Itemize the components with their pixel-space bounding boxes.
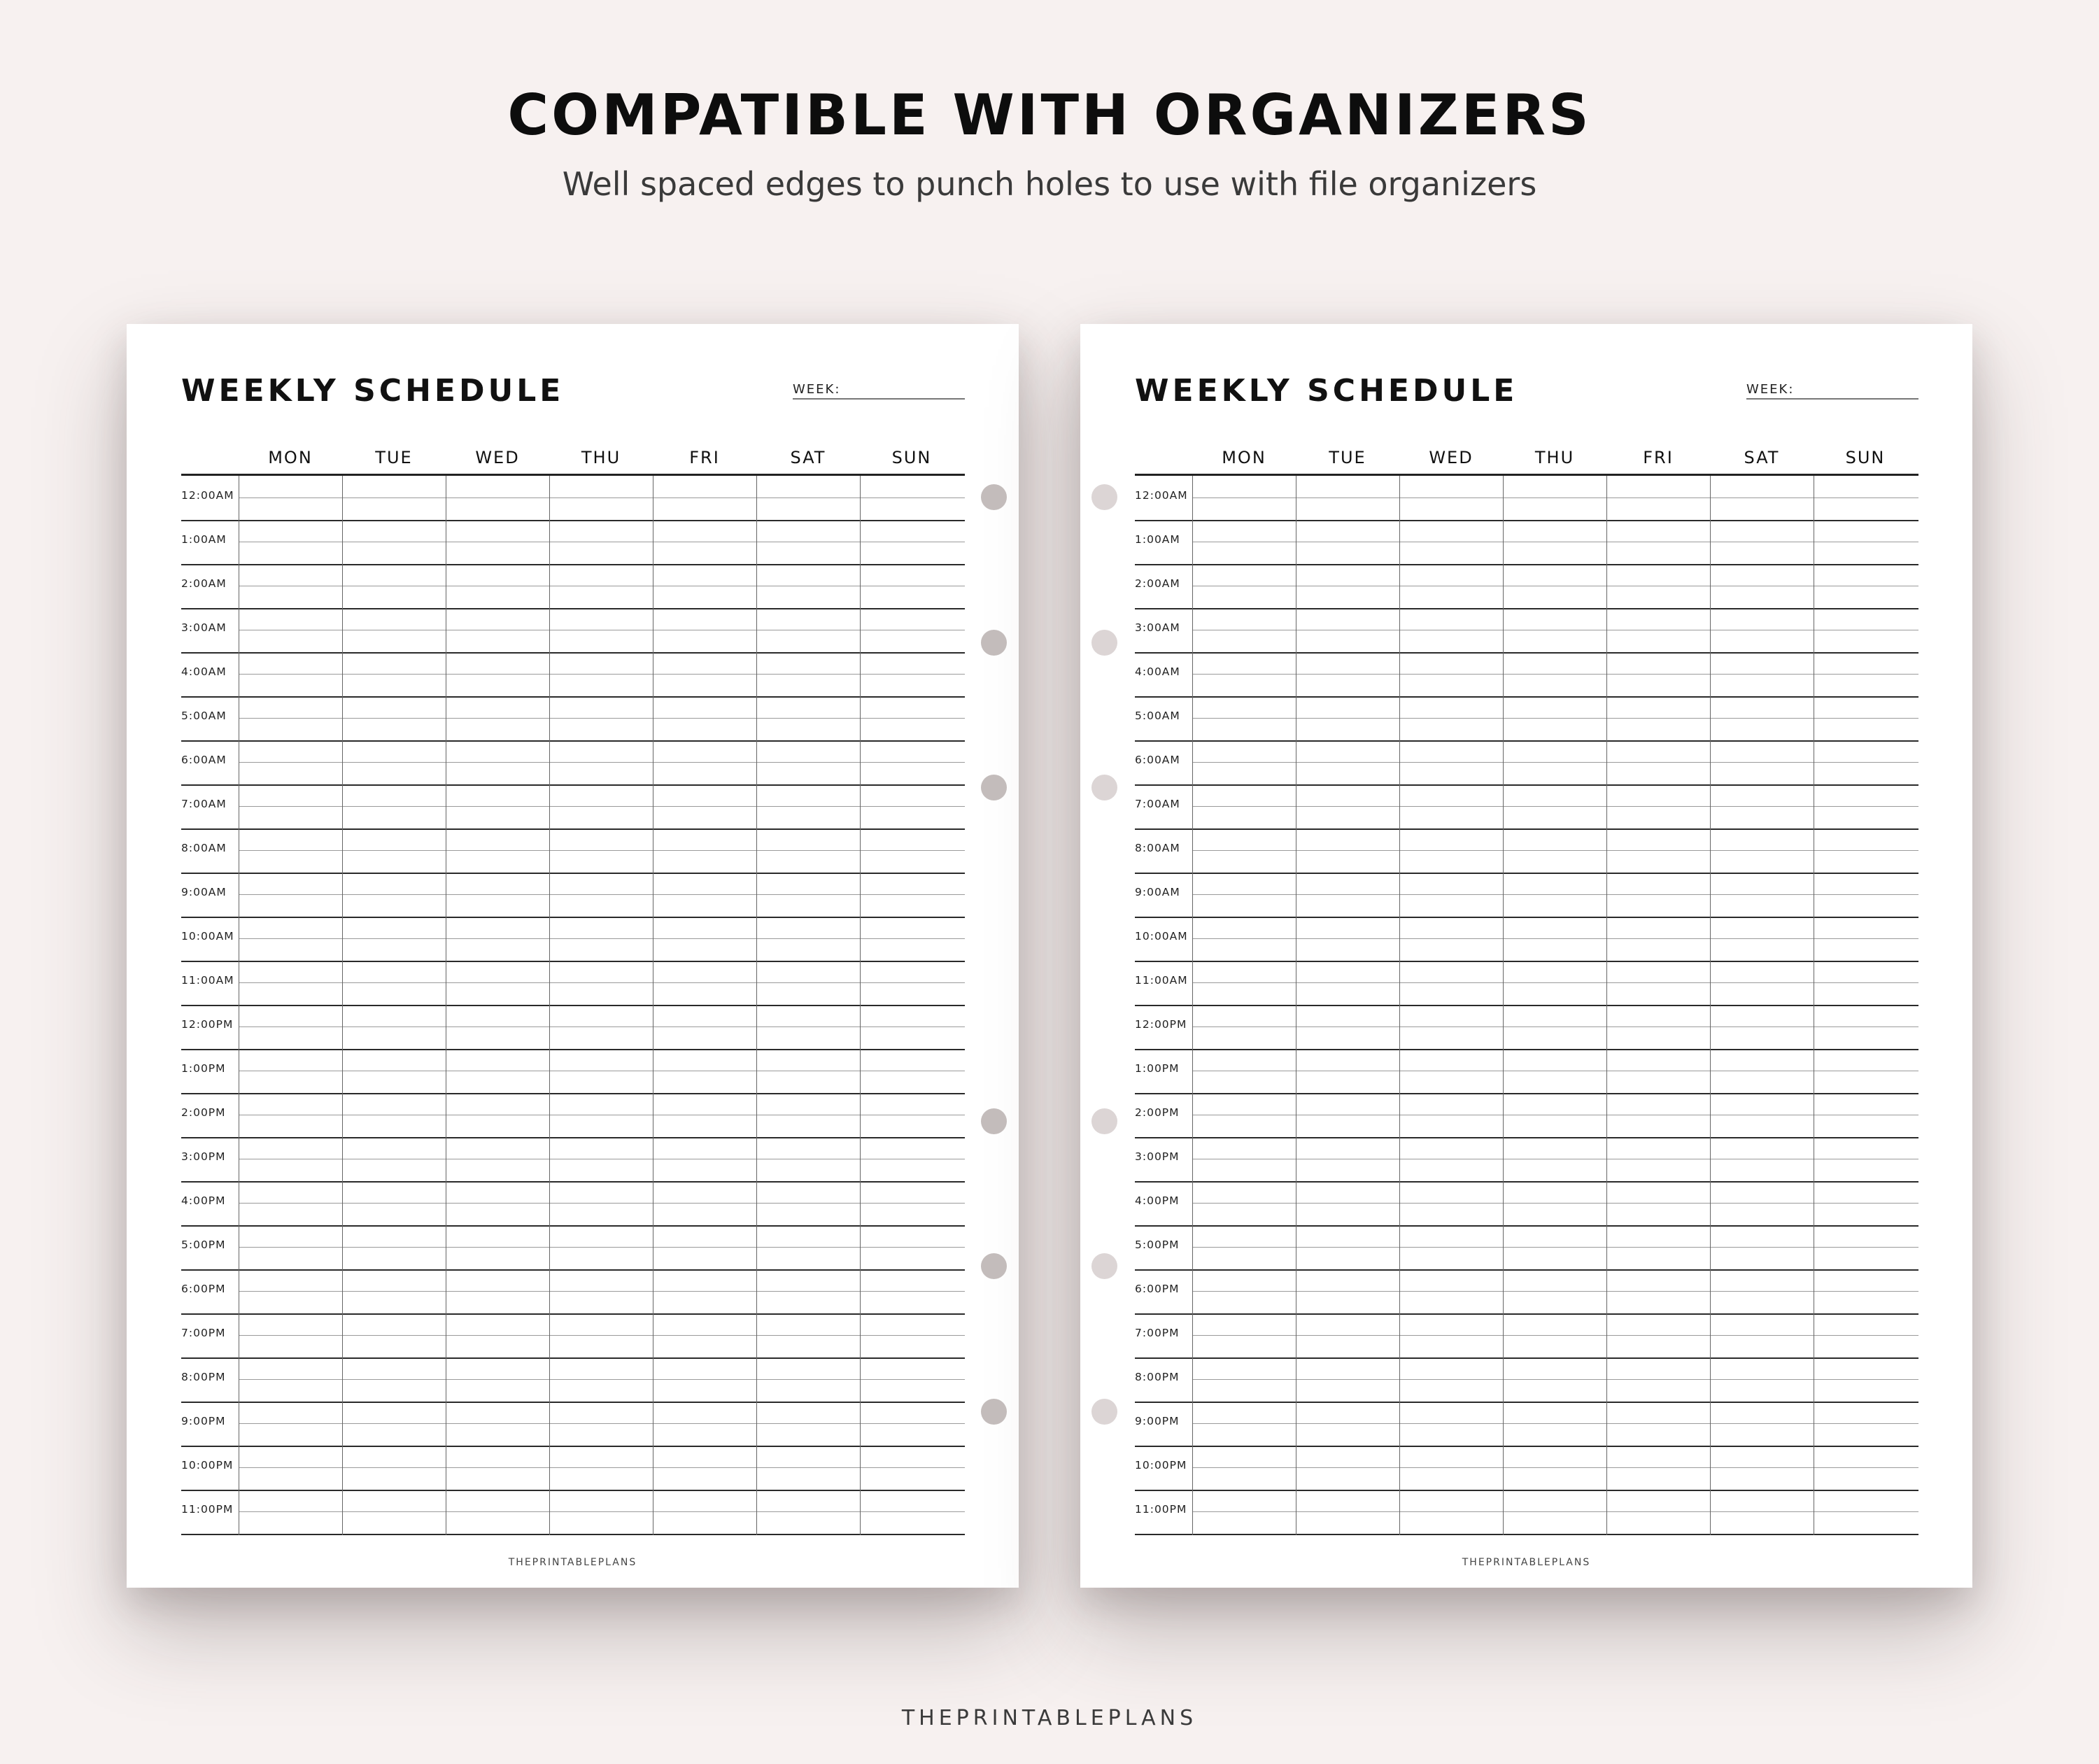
time-row (181, 476, 965, 521)
half-hour-line (239, 1203, 965, 1204)
punch-hole-left (981, 1399, 1007, 1425)
time-row (1135, 917, 1918, 962)
time-label: 9:00PM (181, 1415, 226, 1427)
time-label: 7:00AM (181, 798, 227, 810)
half-hour-line (1192, 1379, 1918, 1380)
time-row (181, 608, 965, 654)
time-label: 11:00AM (181, 974, 234, 987)
time-row (1135, 1313, 1918, 1359)
half-hour-line (239, 762, 965, 763)
half-hour-line (239, 718, 965, 719)
half-hour-line (1192, 894, 1918, 895)
time-row (1135, 476, 1918, 521)
time-row (181, 873, 965, 918)
time-label: 6:00AM (1135, 754, 1180, 766)
half-hour-line (1192, 1291, 1918, 1292)
time-label: 9:00AM (181, 886, 227, 898)
sheet-brand: THEPRINTABLEPLANS (508, 1557, 637, 1568)
half-hour-line (239, 1379, 965, 1380)
time-label: 2:00AM (181, 577, 227, 590)
time-label: 6:00PM (181, 1283, 226, 1295)
half-hour-line (239, 982, 965, 983)
time-row (1135, 1005, 1918, 1050)
time-label: 12:00PM (181, 1018, 234, 1031)
time-row (181, 1005, 965, 1050)
time-row (1135, 1402, 1918, 1447)
column-divider (1710, 476, 1711, 1535)
page-subtitle: Well spaced edges to punch holes to use with file organizers (562, 165, 1537, 203)
time-label: 6:00AM (181, 754, 227, 766)
time-row (181, 564, 965, 609)
punch-hole-right (1091, 484, 1117, 510)
half-hour-line (1192, 982, 1918, 983)
day-label-wed: WED (475, 448, 520, 467)
time-label: 1:00PM (181, 1062, 226, 1075)
punch-hole-left (981, 1108, 1007, 1134)
time-row (181, 1049, 965, 1094)
time-label: 11:00PM (181, 1503, 234, 1516)
time-row (1135, 1490, 1918, 1535)
time-row (181, 1313, 965, 1359)
day-label-sun: SUN (1845, 448, 1886, 467)
day-label-tue: TUE (375, 448, 413, 467)
time-label: 10:00PM (1135, 1459, 1187, 1472)
time-label: 12:00AM (181, 489, 234, 502)
day-label-thu: THU (1534, 448, 1575, 467)
time-label: 9:00AM (1135, 886, 1180, 898)
time-row (1135, 828, 1918, 874)
punch-hole-left (981, 775, 1007, 800)
half-hour-line (239, 894, 965, 895)
time-row (181, 961, 965, 1006)
half-hour-line (239, 1423, 965, 1424)
time-row (1135, 564, 1918, 609)
half-hour-line (239, 806, 965, 807)
time-row (181, 828, 965, 874)
time-row (1135, 1446, 1918, 1491)
half-hour-line (239, 850, 965, 851)
punch-hole-left (981, 1253, 1007, 1279)
time-label: 8:00AM (1135, 842, 1180, 854)
time-row (181, 1093, 965, 1138)
sheet-title: WEEKLY SCHEDULE (181, 373, 565, 409)
punch-hole-right (1091, 1399, 1117, 1425)
time-label: 6:00PM (1135, 1283, 1180, 1295)
time-row (181, 917, 965, 962)
day-label-sun: SUN (891, 448, 932, 467)
sheet-brand: THEPRINTABLEPLANS (1462, 1557, 1591, 1568)
time-label: 3:00PM (1135, 1150, 1180, 1163)
day-label-fri: FRI (1643, 448, 1674, 467)
time-label: 2:00PM (1135, 1106, 1180, 1119)
time-row (1135, 961, 1918, 1006)
time-row (1135, 1049, 1918, 1094)
punch-hole-left (981, 630, 1007, 656)
time-label: 1:00AM (1135, 533, 1180, 546)
day-label-wed: WED (1429, 448, 1473, 467)
time-row (1135, 608, 1918, 654)
time-row (181, 1490, 965, 1535)
time-row (1135, 1181, 1918, 1227)
time-label: 11:00PM (1135, 1503, 1187, 1516)
time-label: 1:00AM (181, 533, 227, 546)
time-label: 10:00AM (1135, 930, 1188, 943)
time-label: 10:00AM (181, 930, 234, 943)
half-hour-line (1192, 1467, 1918, 1468)
time-label: 4:00AM (1135, 665, 1180, 678)
time-row (181, 740, 965, 786)
footer-brand: THEPRINTABLEPLANS (901, 1706, 1198, 1730)
time-row (1135, 1225, 1918, 1271)
column-divider (549, 476, 550, 1535)
sheet-title: WEEKLY SCHEDULE (1135, 373, 1518, 409)
time-row (1135, 696, 1918, 742)
time-row (181, 1357, 965, 1403)
time-label: 3:00AM (1135, 621, 1180, 634)
day-label-tue: TUE (1329, 448, 1366, 467)
time-row (1135, 520, 1918, 565)
half-hour-line (1192, 1335, 1918, 1336)
column-divider (1192, 476, 1193, 1535)
time-label: 4:00AM (181, 665, 227, 678)
time-row (181, 1446, 965, 1491)
half-hour-line (239, 1026, 965, 1027)
half-hour-line (239, 1467, 965, 1468)
half-hour-line (1192, 1203, 1918, 1204)
day-label-sat: SAT (1744, 448, 1780, 467)
half-hour-line (239, 938, 965, 939)
column-divider (1606, 476, 1607, 1535)
time-label: 7:00PM (1135, 1327, 1180, 1339)
half-hour-line (1192, 1423, 1918, 1424)
half-hour-line (1192, 1511, 1918, 1512)
punch-hole-right (1091, 630, 1117, 656)
day-label-mon: MON (268, 448, 313, 467)
time-label: 5:00PM (1135, 1239, 1180, 1251)
time-row (181, 520, 965, 565)
time-row (1135, 652, 1918, 698)
time-label: 8:00AM (181, 842, 227, 854)
time-row (181, 1402, 965, 1447)
schedule-sheet-left (127, 324, 1019, 1588)
time-label: 7:00PM (181, 1327, 226, 1339)
time-row (181, 696, 965, 742)
column-divider (342, 476, 343, 1535)
half-hour-line (1192, 1026, 1918, 1027)
time-row (1135, 740, 1918, 786)
half-hour-line (1192, 718, 1918, 719)
half-hour-line (239, 1291, 965, 1292)
half-hour-line (239, 674, 965, 675)
day-label-sat: SAT (790, 448, 826, 467)
time-label: 7:00AM (1135, 798, 1180, 810)
week-field-label: WEEK: (1746, 382, 1918, 400)
time-row (1135, 873, 1918, 918)
half-hour-line (239, 1511, 965, 1512)
page-title: COMPATIBLE WITH ORGANIZERS (507, 83, 1592, 148)
time-row (1135, 1269, 1918, 1315)
time-row (1135, 1357, 1918, 1403)
time-row (1135, 784, 1918, 830)
time-row (181, 784, 965, 830)
half-hour-line (1192, 674, 1918, 675)
week-field-label: WEEK: (793, 382, 965, 400)
time-row (181, 1269, 965, 1315)
time-label: 11:00AM (1135, 974, 1188, 987)
column-divider (1399, 476, 1400, 1535)
half-hour-line (239, 1247, 965, 1248)
time-row (181, 1225, 965, 1271)
time-label: 4:00PM (181, 1194, 226, 1207)
time-label: 10:00PM (181, 1459, 234, 1472)
time-label: 8:00PM (1135, 1371, 1180, 1383)
time-row (1135, 1137, 1918, 1183)
time-label: 12:00PM (1135, 1018, 1187, 1031)
time-row (1135, 1093, 1918, 1138)
time-label: 1:00PM (1135, 1062, 1180, 1075)
day-label-mon: MON (1222, 448, 1266, 467)
half-hour-line (1192, 938, 1918, 939)
time-row (181, 1181, 965, 1227)
punch-hole-right (1091, 775, 1117, 800)
time-label: 12:00AM (1135, 489, 1188, 502)
time-label: 2:00PM (181, 1106, 226, 1119)
half-hour-line (1192, 1247, 1918, 1248)
time-label: 8:00PM (181, 1371, 226, 1383)
day-label-fri: FRI (689, 448, 720, 467)
day-label-thu: THU (581, 448, 621, 467)
time-label: 5:00AM (181, 710, 227, 722)
time-label: 3:00AM (181, 621, 227, 634)
time-label: 3:00PM (181, 1150, 226, 1163)
schedule-sheet-right (1080, 324, 1972, 1588)
time-row (181, 652, 965, 698)
column-divider (1503, 476, 1504, 1535)
time-label: 5:00AM (1135, 710, 1180, 722)
half-hour-line (1192, 850, 1918, 851)
punch-hole-left (981, 484, 1007, 510)
half-hour-line (1192, 762, 1918, 763)
time-label: 5:00PM (181, 1239, 226, 1251)
column-divider (756, 476, 757, 1535)
time-label: 4:00PM (1135, 1194, 1180, 1207)
punch-hole-right (1091, 1108, 1117, 1134)
time-label: 9:00PM (1135, 1415, 1180, 1427)
half-hour-line (239, 1335, 965, 1336)
half-hour-line (1192, 806, 1918, 807)
column-divider (860, 476, 861, 1535)
time-row (181, 1137, 965, 1183)
punch-hole-right (1091, 1253, 1117, 1279)
time-label: 2:00AM (1135, 577, 1180, 590)
